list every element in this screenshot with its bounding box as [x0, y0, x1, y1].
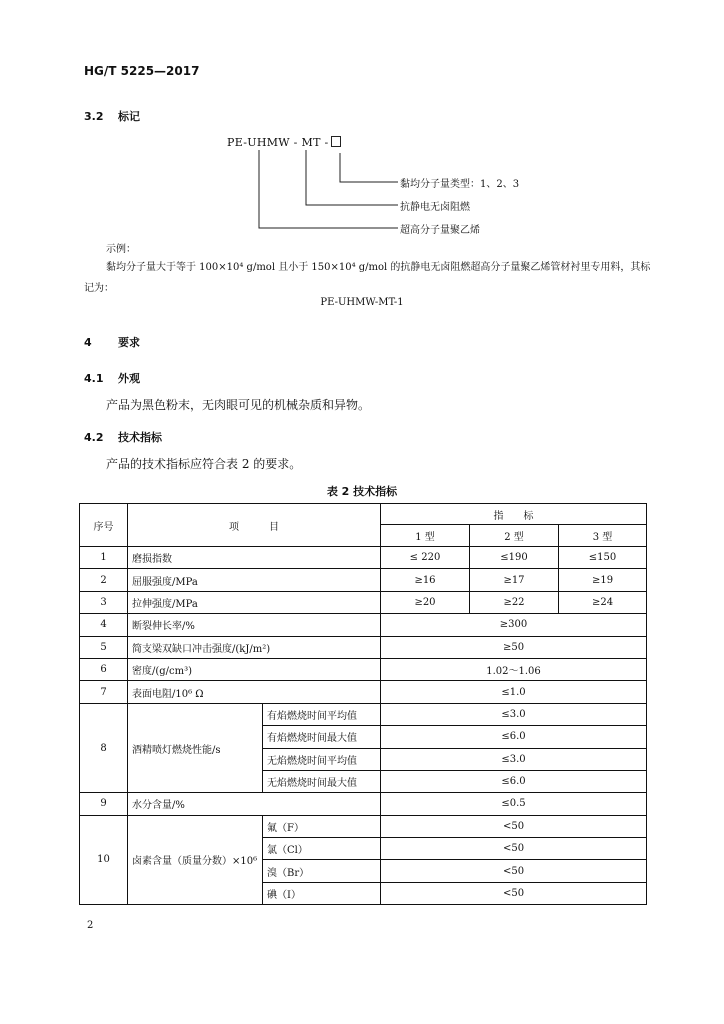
- section-title: 外观: [118, 372, 140, 385]
- technical-indicators-table: [79, 503, 647, 905]
- cell-value: ≤3.0: [381, 748, 647, 770]
- section-title: 技术指标: [118, 431, 162, 444]
- cell-seq: 6: [80, 658, 128, 680]
- label-uhmwpe: 超高分子量聚乙烯: [400, 225, 480, 236]
- cell-value-type-2: ≤190: [470, 547, 559, 569]
- cell-item: 表面电阻/10⁶ Ω: [128, 681, 381, 703]
- section-number: 4.2: [84, 431, 104, 444]
- cell-seq: 9: [80, 793, 128, 815]
- table-row: [80, 658, 647, 680]
- cell-item: 屈服强度/MPa: [128, 569, 381, 591]
- example-title: 示例：: [106, 244, 136, 255]
- section-4-1-text: 产品为黑色粉末，无肉眼可见的机械杂质和异物。: [106, 398, 371, 412]
- cell-value: 1.02～1.06: [381, 658, 647, 680]
- cell-subitem: 氟（F）: [263, 815, 381, 837]
- cell-value-type-3: ≤150: [559, 547, 647, 569]
- code-placeholder-box: [331, 136, 341, 147]
- cell-value: ≤6.0: [381, 726, 647, 748]
- code-main: PE-UHMW: [227, 136, 290, 149]
- header-item: 项 目: [128, 504, 381, 547]
- cell-value-type-3: ≥19: [559, 569, 647, 591]
- leader-line-uhmwpe: [259, 150, 398, 228]
- table-header-row: [80, 504, 647, 525]
- section-4-heading: [84, 334, 140, 350]
- header-type-3: 3 型: [559, 525, 647, 547]
- label-viscosity-type: 黏均分子量类型：1、2、3: [400, 179, 520, 190]
- cell-value: ≥300: [381, 614, 647, 636]
- cell-value-type-1: ≤ 220: [381, 547, 470, 569]
- table-row: [80, 614, 647, 636]
- cell-item: 水分含量/%: [128, 793, 381, 815]
- cell-seq: 2: [80, 569, 128, 591]
- cell-item: 卤素含量（质量分数）×10⁶: [128, 815, 263, 905]
- label-antistatic: 抗静电无卤阻燃: [400, 202, 470, 213]
- header-type-2: 2 型: [470, 525, 559, 547]
- header-seq: 序号: [80, 504, 128, 547]
- cell-item: 拉伸强度/MPa: [128, 591, 381, 613]
- leader-line-antistatic: [306, 150, 398, 205]
- cell-value: ≤1.0: [381, 681, 647, 703]
- cell-value: ≥50: [381, 636, 647, 658]
- example-code: PE-UHMW-MT-1: [320, 297, 404, 308]
- section-4-2-text: 产品的技术指标应符合表 2 的要求。: [106, 457, 302, 471]
- table-row: [80, 636, 647, 658]
- cell-value-type-3: ≥24: [559, 591, 647, 613]
- table-row: [80, 703, 647, 725]
- table-row: [80, 681, 647, 703]
- section-3-2-heading: [84, 108, 140, 124]
- table-row: [80, 591, 647, 613]
- example-text: 黏均分子量大于等于 100×10⁴ g/mol 且小于 150×10⁴ g/mol 的抗静电无卤阻燃超高分子量聚乙烯管材衬里专用料，其标记为：: [84, 262, 651, 294]
- section-4-2-heading: [84, 429, 162, 445]
- standard-code: HG/T 5225—2017: [84, 64, 200, 78]
- cell-value-type-1: ≥16: [381, 569, 470, 591]
- cell-item: 密度/(g/cm³): [128, 658, 381, 680]
- cell-item: 简支梁双缺口冲击强度/(kJ/m²): [128, 636, 381, 658]
- cell-subitem: 无焰燃烧时间最大值: [263, 770, 381, 792]
- cell-value-type-2: ≥22: [470, 591, 559, 613]
- section-number: 4.1: [84, 372, 104, 385]
- header-indicator: 指 标: [381, 504, 647, 525]
- code-sep: -: [320, 136, 329, 149]
- header-type-1: 1 型: [381, 525, 470, 547]
- code-sep: -: [289, 136, 302, 149]
- leader-line-type: [340, 153, 398, 182]
- cell-value: ≤0.5: [381, 793, 647, 815]
- code-mt: MT: [301, 136, 321, 149]
- cell-seq: 4: [80, 614, 128, 636]
- section-4-1-heading: [84, 370, 140, 386]
- cell-value-type-1: ≥20: [381, 591, 470, 613]
- cell-seq: 7: [80, 681, 128, 703]
- table-row: [80, 815, 647, 837]
- cell-item: 磨损指数: [128, 547, 381, 569]
- cell-seq: 10: [80, 815, 128, 905]
- cell-value-type-2: ≥17: [470, 569, 559, 591]
- section-title: 要求: [118, 336, 140, 349]
- section-number: 4: [84, 336, 92, 349]
- cell-value: <50: [381, 882, 647, 904]
- cell-value: <50: [381, 860, 647, 882]
- cell-subitem: 有焰燃烧时间最大值: [263, 726, 381, 748]
- cell-subitem: 氯（Cl）: [263, 838, 381, 860]
- table-row: [80, 569, 647, 591]
- section-number: 3.2: [84, 110, 104, 123]
- cell-item: 酒精喷灯燃烧性能/s: [128, 703, 263, 793]
- cell-subitem: 溴（Br）: [263, 860, 381, 882]
- cell-seq: 3: [80, 591, 128, 613]
- table-caption: 表 2 技术指标: [326, 485, 398, 498]
- cell-value: <50: [381, 815, 647, 837]
- cell-seq: 8: [80, 703, 128, 793]
- page-number: 2: [87, 920, 94, 931]
- cell-seq: 1: [80, 547, 128, 569]
- cell-seq: 5: [80, 636, 128, 658]
- cell-item: 断裂伸长率/%: [128, 614, 381, 636]
- cell-value: ≤3.0: [381, 703, 647, 725]
- table-row: [80, 793, 647, 815]
- cell-subitem: 碘（I）: [263, 882, 381, 904]
- cell-subitem: 有焰燃烧时间平均值: [263, 703, 381, 725]
- cell-value: <50: [381, 838, 647, 860]
- cell-subitem: 无焰燃烧时间平均值: [263, 748, 381, 770]
- cell-value: ≤6.0: [381, 770, 647, 792]
- table-row: [80, 547, 647, 569]
- marking-code: [227, 136, 341, 149]
- section-title: 标记: [118, 110, 140, 123]
